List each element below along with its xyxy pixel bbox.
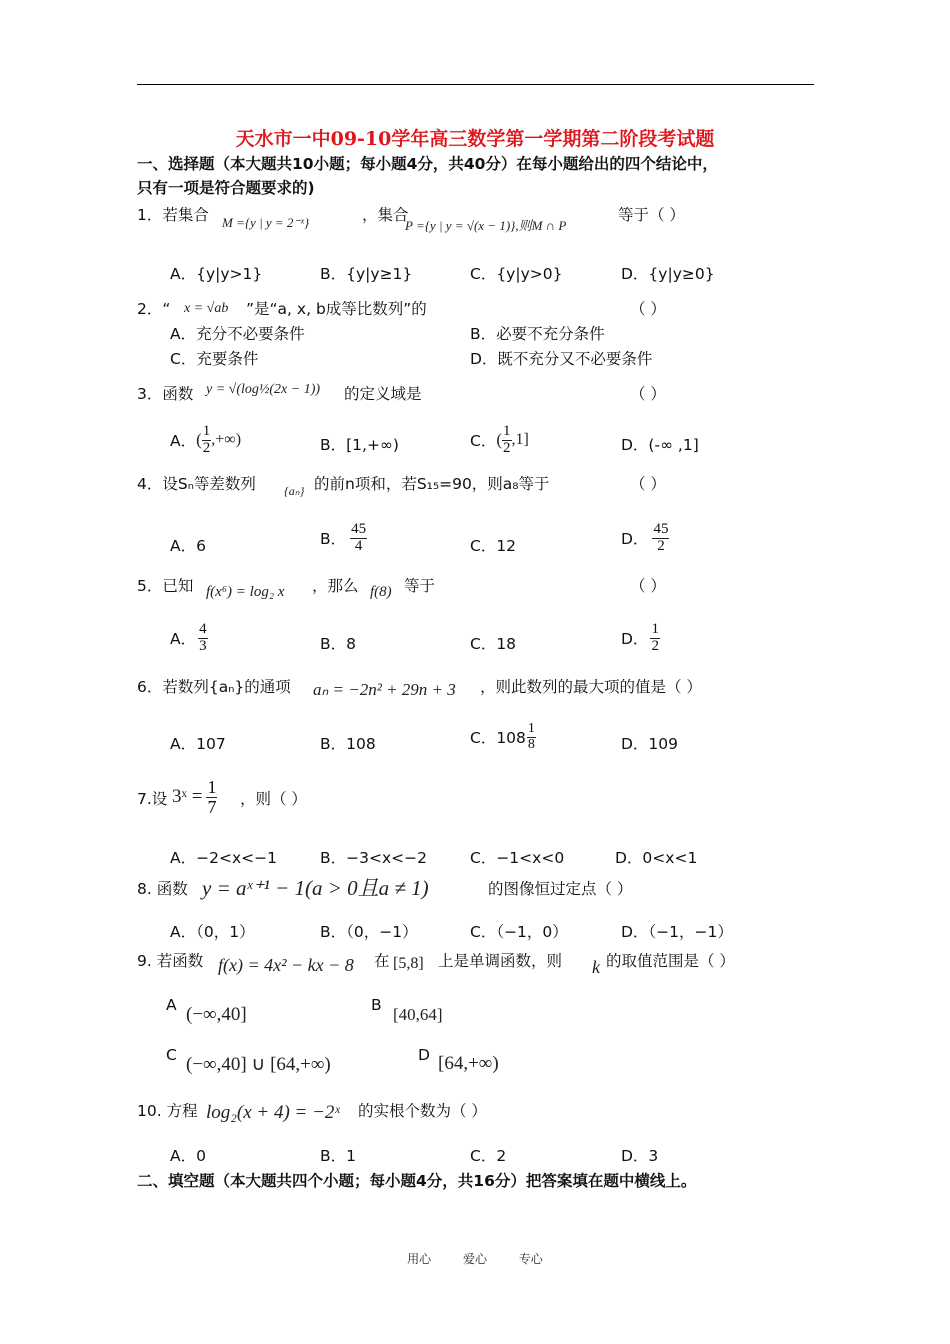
q2-option-c: C．充要条件	[170, 350, 259, 368]
q8-suffix: 的图像恒过定点（ ）	[488, 880, 633, 898]
page-footer: 用心 爱心 专心	[407, 1252, 543, 1266]
q2-option-d: D．既不充分又不必要条件	[470, 350, 653, 368]
q5-option-c: C．18	[470, 635, 517, 653]
q3-option-a-rest: ,+∞)	[211, 431, 242, 449]
q9-option-a: (−∞,40]	[186, 1004, 247, 1025]
q3-option-a	[170, 424, 241, 457]
q9-prefix: 9. 若函数	[137, 952, 204, 970]
page-title: 天水市一中09-10学年高三数学第一学期第二阶段考试题	[235, 128, 715, 150]
q4-prefix: 4．设Sₙ等差数列	[137, 475, 256, 493]
q6-option-b: B．108	[320, 735, 376, 753]
q7-option-d: D．0<x<1	[615, 849, 698, 867]
q1-option-b: B．{y|y≥1}	[320, 265, 413, 283]
q1-suffix: 等于（ ）	[618, 206, 685, 224]
q6-option-c	[470, 722, 536, 752]
q9-option-d: [64,+∞)	[438, 1053, 499, 1074]
q9-option-a-label: A	[166, 996, 177, 1014]
q4-option-d-numerator: 45	[653, 521, 669, 537]
q3-option-c-numerator: 1	[503, 423, 511, 439]
q7-option-b: B．−3<x<−2	[320, 849, 427, 867]
q4-expr: {aₙ}	[284, 484, 305, 498]
q5-option-a-numerator: 4	[199, 621, 207, 637]
q9-option-d-label: D	[418, 1046, 430, 1064]
q10-option-b: B．1	[320, 1147, 356, 1165]
q7-expr-base: 3ˣ =	[172, 786, 203, 808]
q5-option-d	[621, 622, 660, 655]
q7-option-c: C．−1<x<0	[470, 849, 565, 867]
q6-option-c-denominator: 8	[527, 736, 535, 752]
q9-mid2: 上是单调函数，则	[438, 952, 563, 970]
q7-option-a: A．−2<x<−1	[170, 849, 277, 867]
q3-option-c-open: (	[496, 430, 502, 450]
q8-option-d: D．（−1，−1）	[621, 923, 733, 941]
q7-expr	[172, 778, 217, 817]
q4-suffix: 的前n项和，若S₁₅=90，则a₈等于	[314, 475, 550, 493]
section1-heading-line2: 只有一项是符合题要求的)	[137, 179, 315, 197]
section2-heading: 二、填空题（本大题共四个小题；每小题4分，共16分）把答案填在题中横线上。	[137, 1172, 697, 1190]
q2-suffix: ”是“a, x, b成等比数列”的	[246, 300, 427, 318]
q3-option-b: B．[1,+∞)	[320, 436, 399, 454]
q6-expr: aₙ = −2n² + 29n + 3	[313, 680, 456, 699]
q6-prefix: 6．若数列{aₙ}的通项	[137, 678, 291, 696]
q5-option-d-numerator: 1	[651, 621, 659, 637]
header-rule	[137, 84, 814, 85]
q5-suffix: 等于	[404, 577, 436, 595]
q6-option-c-fraction	[527, 722, 536, 752]
q9-var: k	[592, 957, 600, 977]
q5-option-d-fraction	[650, 622, 660, 655]
q6-option-a: A．107	[170, 735, 226, 753]
q4-option-d	[621, 522, 669, 555]
q10-option-d: D．3	[621, 1147, 659, 1165]
q1-mid: ，集合	[362, 206, 409, 224]
q5-expr: f(x⁶) = log₂ x	[206, 584, 285, 600]
q3-bracket: （ ）	[630, 385, 666, 403]
q4-option-d-fraction	[652, 522, 669, 555]
q5-option-b: B．8	[320, 635, 356, 653]
q3-option-a-fraction	[202, 424, 212, 457]
q1-option-a: A．{y|y>1}	[170, 265, 263, 283]
q10-option-a: A．0	[170, 1147, 206, 1165]
q5-option-d-label: D．	[621, 630, 649, 649]
q9-mid: 在	[374, 952, 390, 970]
q3-option-c	[470, 424, 529, 457]
q9-interval: [5,8]	[393, 955, 424, 972]
q3-option-c-denominator: 2	[503, 439, 511, 456]
q5-option-a	[170, 622, 208, 655]
q5-option-a-fraction	[198, 622, 208, 655]
q1-set-m: M ={y | y = 2⁻ˣ}	[222, 215, 310, 230]
q3-suffix: 的定义域是	[344, 385, 422, 403]
q7-expr-denominator: 7	[207, 796, 217, 817]
q4-option-b-denominator: 4	[354, 537, 363, 554]
q8-expr: y = aˣ⁺¹ − 1(a > 0且a ≠ 1)	[202, 876, 429, 900]
q3-option-a-label: A．	[170, 432, 197, 451]
q4-option-a: A．6	[170, 537, 206, 555]
q7-suffix: ，则（ ）	[240, 790, 307, 808]
q4-option-b-label: B．	[320, 530, 347, 549]
q5-mid: ，那么	[312, 577, 359, 595]
q10-option-c: C．2	[470, 1147, 507, 1165]
q8-option-b: B．（0，−1）	[320, 923, 418, 941]
q7-expr-numerator: 1	[207, 777, 217, 797]
q5-bracket: （ ）	[630, 577, 666, 595]
q1-option-d: D．{y|y≥0}	[621, 265, 715, 283]
q8-option-c: C．（−1，0）	[470, 923, 568, 941]
q3-option-a-open: (	[196, 430, 202, 450]
q3-option-c-label: C．	[470, 432, 497, 451]
q8-prefix: 8. 函数	[137, 880, 188, 898]
q3-prefix: 3．函数	[137, 385, 194, 403]
q6-option-c-numerator: 1	[527, 721, 535, 736]
q10-prefix: 10. 方程	[137, 1102, 198, 1120]
q10-expr: log₂(x + 4) = −2ˣ	[206, 1102, 340, 1123]
q3-expr: y = √(log½(2x − 1))	[206, 382, 321, 397]
q1-option-c: C．{y|y>0}	[470, 265, 563, 283]
q7-expr-fraction	[206, 778, 217, 817]
q4-option-d-denominator: 2	[657, 537, 665, 554]
section1-heading-line1: 一、选择题（本大题共10小题；每小题4分，共40分）在每小题给出的四个结论中，	[137, 155, 718, 173]
q2-expr: x = √ab	[184, 301, 229, 316]
q1-set-p: P ={y | y = √(x − 1)},则M ∩ P	[405, 218, 567, 233]
q2-option-b: B．必要不充分条件	[470, 325, 605, 343]
q3-option-a-denominator: 2	[202, 439, 211, 456]
q4-option-b-fraction	[350, 522, 367, 555]
q8-option-a: A．（0，1）	[170, 923, 255, 941]
q9-option-c: (−∞,40] ∪ [64,+∞)	[186, 1054, 331, 1075]
q4-option-b-numerator: 45	[351, 521, 367, 537]
q4-option-d-label: D．	[621, 530, 649, 549]
q3-option-c-rest: ,1]	[511, 431, 529, 449]
q6-option-c-label: C．108	[470, 729, 526, 748]
q9-expr: f(x) = 4x² − kx − 8	[218, 955, 354, 975]
q5-expr2: f(8)	[370, 584, 392, 600]
q5-option-d-denominator: 2	[651, 637, 659, 654]
q9-option-c-label: C	[166, 1046, 177, 1064]
q5-option-a-denominator: 3	[199, 637, 207, 654]
q2-option-a: A．充分不必要条件	[170, 325, 305, 343]
q2-bracket: （ ）	[630, 300, 666, 318]
q4-bracket: （ ）	[630, 475, 666, 493]
q5-prefix: 5．已知	[137, 577, 194, 595]
q1-prefix: 1．若集合	[137, 206, 209, 224]
q3-option-d: D．(-∞ ,1]	[621, 436, 699, 454]
q4-option-c: C．12	[470, 537, 517, 555]
q9-suffix: 的取值范围是（ ）	[606, 952, 735, 970]
q4-option-b	[320, 522, 367, 555]
q6-option-d: D．109	[621, 735, 679, 753]
q7-prefix: 7.设	[137, 790, 168, 808]
q3-option-c-fraction	[502, 424, 512, 457]
q5-option-a-label: A．	[170, 630, 197, 649]
q10-suffix: 的实根个数为（ ）	[358, 1102, 487, 1120]
q9-option-b: [40,64]	[393, 1005, 443, 1024]
q6-suffix: ，则此数列的最大项的值是（ ）	[480, 678, 702, 696]
q9-option-b-label: B	[371, 996, 382, 1014]
q3-option-a-numerator: 1	[202, 423, 211, 439]
q2-prefix: 2．“	[137, 300, 171, 318]
